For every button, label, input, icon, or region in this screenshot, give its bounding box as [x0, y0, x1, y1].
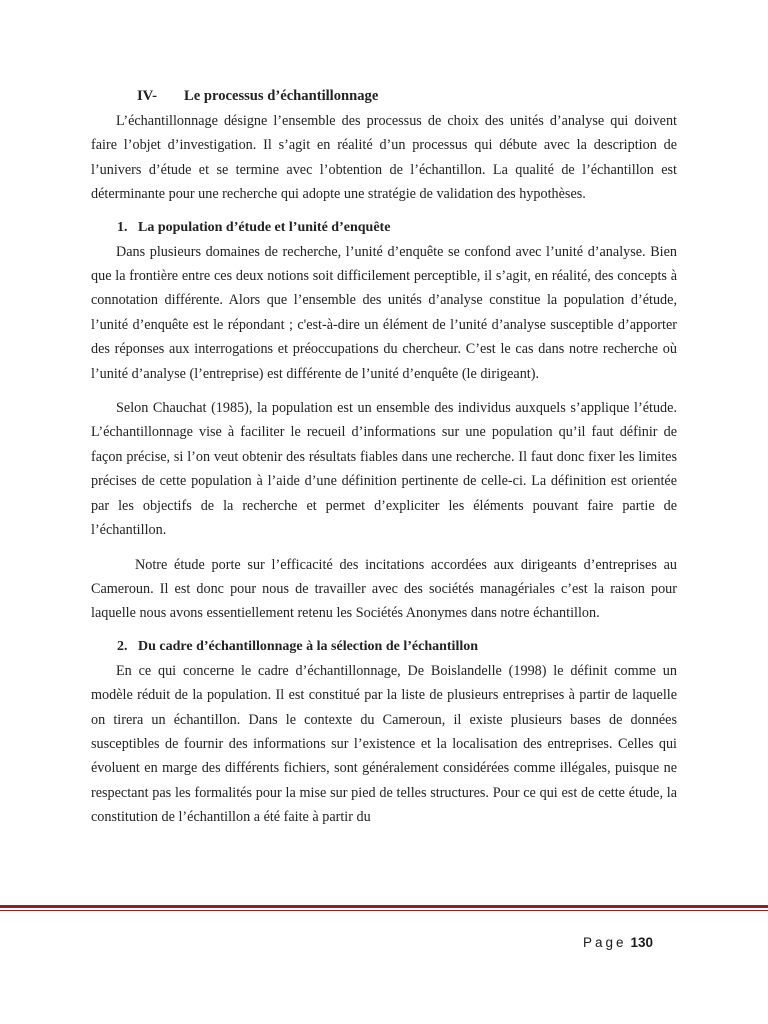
- footer-divider: [0, 905, 768, 908]
- paragraph-notre-etude: Notre étude porte sur l’efficacité des incitations accordées aux dirigeants d’entreprises au Cameroun. Il est donc pour nous de travailler avec des sociétés managériales c’est la raison pour laquelle nous avons essentiellement retenu les Sociétés Anonymes dans notre échantillon.: [91, 556, 677, 622]
- subsection-1-heading: [91, 216, 677, 240]
- subsection-1-number: 1.: [117, 219, 128, 235]
- subsection-2-heading: [91, 635, 677, 659]
- section-title: Le processus d’échantillonnage: [184, 88, 379, 104]
- section-number: IV-: [137, 88, 157, 104]
- paragraph-unite-enquete: Dans plusieurs domaines de recherche, l’unité d’enquête se confond avec l’unité d’analyse. Bien que la frontière entre ces deux notions soit difficilement perceptible, il s’agit, en réalité, des concepts à connotation différente. Alors que l’ensemble des unités d’analyse constitue la population d’étude, l’unité d’enquête est le répondant ; c'est-à-dire un élément de l’unité d’analyse susceptible d’apporter des réponses aux interrogations et préoccupations du chercheur. C’est le cas dans notre recherche où l’unité d’analyse (l’entreprise) est différente de l’unité d’enquête (le dirigeant).: [91, 243, 677, 382]
- footer-divider-thin: [0, 910, 768, 911]
- paragraph-cadre-echantillonnage: En ce qui concerne le cadre d’échantillonnage, De Boislandelle (1998) le définit comme un modèle réduit de la population. Il est constitué par la liste de plusieurs entreprises à partir de laquelle on tirera un échantillon. Dans le contexte du Cameroun, il existe plusieurs bases de données susceptibles de fournir des informations sur l’existence et la localisation des entreprises. Celles qui évoluent en marge des différents fichiers, sont généralement considérées comme illégales, puisque ne respectant pas les formalités pour la mise sur pied de telles structures. Pour ce qui est de cette étude, la constitution de l’échantillon a été faite à partir du: [91, 662, 677, 826]
- subsection-2-number: 2.: [117, 638, 128, 654]
- section-heading: [91, 83, 677, 109]
- subsection-2-title: Du cadre d’échantillonnage à la sélection de l’échantillon: [138, 638, 479, 654]
- subsection-1-title: La population d’étude et l’unité d’enquête: [138, 219, 391, 235]
- page-label: Page: [583, 935, 627, 950]
- page-footer: [583, 935, 653, 950]
- paragraph-chauchat: Selon Chauchat (1985), la population est un ensemble des individus auxquels s’applique l’étude. L’échantillonnage vise à faciliter le recueil d’informations sur une population qu’il faut définir de façon précise, si l’on veut obtenir des résultats fiables dans une recherche. Il faut donc fixer les limites précises de cette population à l’aide d’une définition pertinente de celle-ci. La définition est orientée par les objectifs de la recherche et permet d’expliciter les éléments pouvant faire partie de l’échantillon.: [91, 400, 677, 539]
- page-number: 130: [630, 935, 654, 950]
- intro-paragraph: L’échantillonnage désigne l’ensemble des processus de choix des unités d’analyse qui doivent faire l’objet d’investigation. Il s’agit en réalité d’un processus qui débute avec la description de l’univers d’étude et se termine avec l’obtention de l’échantillon. La qualité de l’échantillon est déterminante pour une recherche qui adopte une stratégie de validation des hypothèses.: [91, 113, 677, 203]
- page-content: [91, 83, 677, 830]
